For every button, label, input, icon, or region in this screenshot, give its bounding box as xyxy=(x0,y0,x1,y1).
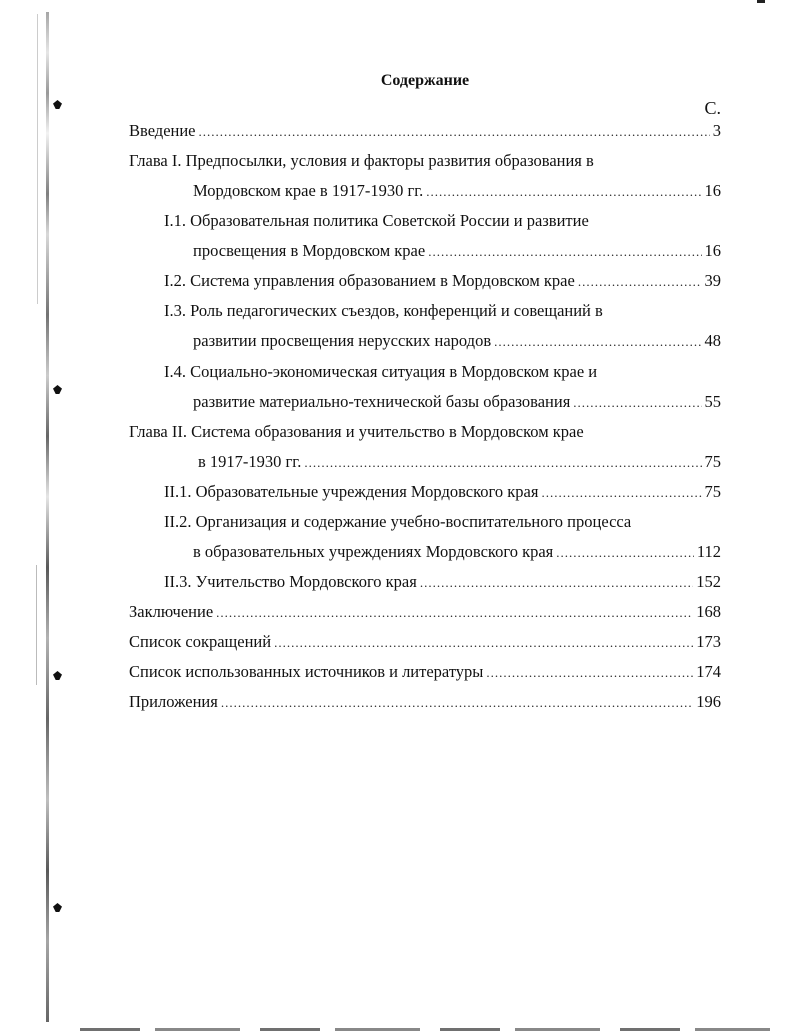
toc-entry-section-1-2[interactable] xyxy=(164,267,721,295)
toc-page-number: 39 xyxy=(704,271,721,290)
toc-entry-label: I.2. Система управления образованием в Мордовском крае xyxy=(164,271,575,290)
toc-entry-chapter-2[interactable] xyxy=(198,448,721,476)
scan-binding-edge xyxy=(37,14,38,304)
toc-page-number: 152 xyxy=(696,572,721,591)
toc-entry-label: Мордовском крае в 1917-1930 гг. xyxy=(193,181,424,200)
dot-leader xyxy=(573,389,701,417)
page-column-label: С. xyxy=(704,98,721,118)
toc-page-number: 75 xyxy=(704,482,721,501)
toc-entry-section-1-4[interactable] xyxy=(193,388,721,416)
dot-leader xyxy=(486,659,693,687)
toc-page-number: 112 xyxy=(696,542,721,561)
toc-page-number: 16 xyxy=(704,241,721,260)
toc-entry-label: Список использованных источников и литературы xyxy=(129,662,484,681)
toc-entry-chapter-1-line1[interactable]: Глава I. Предпосылки, условия и факторы развития образования в xyxy=(129,151,594,170)
toc-entry-label: развитии просвещения нерусских народов xyxy=(193,331,492,350)
toc-entry-label: II.1. Образовательные учреждения Мордовского края xyxy=(164,482,539,501)
toc-entry-section-2-3[interactable] xyxy=(164,568,721,596)
dot-leader xyxy=(578,268,702,296)
toc-entry-label: просвещения в Мордовском крае xyxy=(193,241,426,260)
toc-entry-label: развитие материально-технической базы образования xyxy=(193,392,571,411)
toc-entry-section-2-2[interactable] xyxy=(193,538,721,566)
toc-page-number: 196 xyxy=(696,692,721,711)
dot-leader xyxy=(199,118,710,146)
toc-page-number: 48 xyxy=(704,331,721,350)
toc-entry-intro[interactable] xyxy=(129,117,721,145)
binding-hole-mark xyxy=(53,100,62,109)
dot-leader xyxy=(420,569,693,597)
toc-entry-section-1-1-line1[interactable]: I.1. Образовательная политика Советской России и развитие xyxy=(164,211,589,230)
dot-leader xyxy=(304,449,701,477)
toc-entry-abbreviations[interactable] xyxy=(129,628,721,656)
toc-page-number: 174 xyxy=(696,662,721,681)
dot-leader xyxy=(426,178,701,206)
dot-leader xyxy=(556,539,694,567)
toc-entry-section-1-3[interactable] xyxy=(193,327,721,355)
page-title: Содержание xyxy=(380,72,470,89)
toc-entry-appendix[interactable] xyxy=(129,688,721,716)
toc-entry-label: Заключение xyxy=(129,602,214,621)
toc-entry-section-1-3-line1[interactable]: I.3. Роль педагогических съездов, конференций и совещаний в xyxy=(164,301,603,320)
toc-entry-chapter-2-line1[interactable]: Глава II. Система образования и учительство в Мордовском крае xyxy=(129,422,584,441)
toc-entry-conclusion[interactable] xyxy=(129,598,721,626)
toc-entry-label: II.3. Учительство Мордовского края xyxy=(164,572,417,591)
dot-leader xyxy=(216,599,693,627)
toc-entry-section-1-1[interactable] xyxy=(193,237,721,265)
scan-binding-edge xyxy=(46,12,49,1022)
dot-leader xyxy=(274,629,693,657)
toc-page-number: 55 xyxy=(704,392,721,411)
binding-hole-mark xyxy=(53,671,62,680)
toc-page-number: 168 xyxy=(696,602,721,621)
binding-hole-mark xyxy=(53,903,62,912)
toc-entry-label: в 1917-1930 гг. xyxy=(198,452,302,471)
scan-binding-edge xyxy=(36,565,37,685)
toc-page-number: 75 xyxy=(704,452,721,471)
toc-page-number: 16 xyxy=(704,181,721,200)
toc-entry-section-1-4-line1[interactable]: I.4. Социально-экономическая ситуация в Мордовском крае и xyxy=(164,362,598,381)
scan-corner-mark xyxy=(757,0,765,3)
dot-leader xyxy=(541,479,701,507)
dot-leader xyxy=(221,689,693,717)
binding-hole-mark xyxy=(53,385,62,394)
dot-leader xyxy=(428,238,701,266)
toc-page-number: 173 xyxy=(696,632,721,651)
toc-page-number: 3 xyxy=(712,121,721,140)
toc-entry-sources[interactable] xyxy=(129,658,721,686)
toc-entry-label: Введение xyxy=(129,121,196,140)
toc-entry-section-2-1[interactable] xyxy=(164,478,721,506)
scan-bottom-edge xyxy=(80,1028,770,1031)
toc-entry-label: Список сокращений xyxy=(129,632,272,651)
toc-entry-chapter-1[interactable] xyxy=(193,177,721,205)
toc-entry-label: Приложения xyxy=(129,692,218,711)
dot-leader xyxy=(494,328,701,356)
toc-entry-section-2-2-line1[interactable]: II.2. Организация и содержание учебно-воспитательного процесса xyxy=(164,512,632,531)
toc-entry-label: в образовательных учреждениях Мордовского края xyxy=(193,542,554,561)
